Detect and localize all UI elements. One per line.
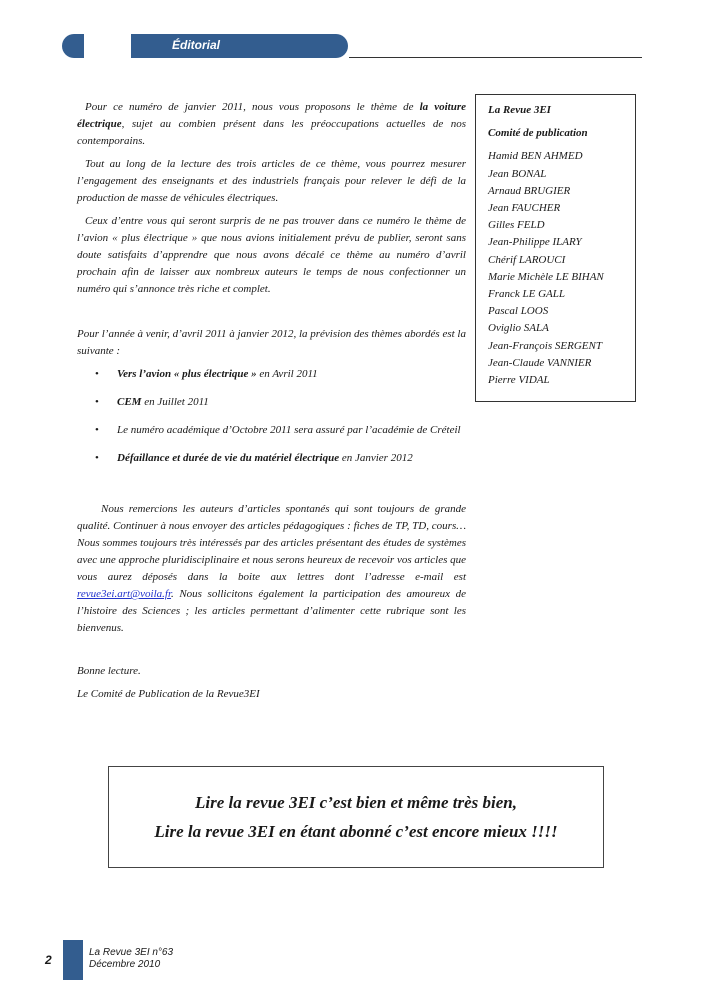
theme-item bbox=[95, 394, 466, 411]
committee-member: Marie Michèle LE BIHAN bbox=[488, 270, 604, 283]
committee-member: Jean-François SERGENT bbox=[488, 339, 602, 352]
committee-member: Jean-Claude VANNIER bbox=[488, 356, 592, 369]
footer-info bbox=[89, 947, 173, 971]
signature-text: Le Comité de Publication de la Revue3EI bbox=[77, 688, 260, 700]
promo-line-2: Lire la revue 3EI en étant abonné c’est encore mieux !!!! bbox=[154, 822, 558, 841]
header-rule bbox=[349, 57, 642, 58]
page-number: 2 bbox=[45, 953, 52, 967]
committee-member: Gilles FELD bbox=[488, 219, 545, 232]
theme-date: en Janvier 2012 bbox=[339, 452, 413, 464]
paragraph-avion: Ceux d’entre vous qui seront surpris de ne pas trouver dans ce numéro le thème de l’avion « plus électrique » que nous avions initialement prévu de publier, seront sans doute satisfaits d’apprendre que nous avons décalé ce thème au numéro d’avril prochain afin de laisser aux nombreux auteurs le temps de nous confectionner un numéro qui s’annonce très riche et complet. bbox=[77, 215, 466, 295]
paragraph-intro bbox=[77, 99, 466, 150]
paragraph-text: Pour ce numéro de janvier 2011, nous vous proposons le thème de bbox=[85, 101, 420, 113]
theme-date: en Avril 2011 bbox=[256, 368, 318, 380]
bullet-icon: • bbox=[95, 368, 99, 380]
paragraph-thanks bbox=[77, 501, 466, 637]
section-title: Éditorial bbox=[172, 38, 221, 52]
theme-item bbox=[95, 422, 466, 439]
theme-title: Défaillance et durée de vie du matériel électrique bbox=[117, 452, 340, 464]
footer-bar bbox=[63, 940, 83, 980]
paragraph-text: Nous remercions les auteurs d’articles spontanés qui sont toujours de grande qualité. Continuer à nous envoyer des articles pédagogiques : fiches de TP, TD, cours…Nous sommes toujours très intéressés par des articles présentant des études de systèmes avec une approche pluridisciplinaire et nous serons heureux de recevoir vos articles que vous aurez déposés dans la boite aux lettres dont l’adresse e-mail est bbox=[77, 503, 466, 583]
themes-list bbox=[77, 366, 466, 467]
committee-subtitle: Comité de publication bbox=[488, 127, 588, 140]
committee-member: Jean FAUCHER bbox=[488, 202, 561, 215]
bullet-icon: • bbox=[95, 396, 99, 408]
issue-date: Décembre 2010 bbox=[89, 959, 161, 970]
closing-text: Bonne lecture. bbox=[77, 665, 141, 677]
bullet-icon: • bbox=[95, 452, 99, 464]
paragraph-text: . Nous sollicitons également la participation des amoureux de l’histoire des Sciences ; les articles permettant d’alimenter cette rubrique sont les bienvenus. bbox=[77, 588, 466, 634]
committee-box bbox=[475, 94, 636, 402]
theme-title: CEM bbox=[117, 396, 142, 408]
committee-title: La Revue 3EI bbox=[488, 104, 551, 116]
committee-member: Jean-Philippe ILARY bbox=[488, 236, 582, 249]
bullet-icon: • bbox=[95, 424, 99, 436]
committee-member: Arnaud BRUGIER bbox=[488, 184, 571, 197]
header-section-banner bbox=[131, 34, 348, 58]
journal-issue: La Revue 3EI n°63 bbox=[89, 947, 174, 958]
paragraph-text: , sujet au combien présent dans les préoccupations actuelles de nos contemporains. bbox=[77, 118, 466, 147]
committee-member: Oviglio SALA bbox=[488, 322, 549, 335]
theme-item bbox=[95, 450, 466, 467]
theme-date: Le numéro académique d’Octobre 2011 sera assuré par l’académie de Créteil bbox=[117, 424, 461, 436]
theme-item bbox=[95, 366, 466, 383]
theme-highlight: la voiture électrique bbox=[77, 101, 466, 130]
header-tab-left bbox=[62, 34, 84, 58]
promo-line-1: Lire la revue 3EI c’est bien et même très bien, bbox=[195, 793, 517, 812]
subscription-promo-box bbox=[108, 766, 604, 868]
committee-member: Chérif LAROUCI bbox=[488, 253, 566, 266]
committee-member: Hamid BEN AHMED bbox=[488, 150, 583, 163]
committee-members bbox=[488, 148, 635, 389]
theme-title: Vers l’avion « plus électrique » bbox=[117, 368, 257, 380]
email-link[interactable]: revue3ei.art@voila.fr bbox=[77, 588, 172, 600]
paragraph-articles: Tout au long de la lecture des trois articles de ce thème, vous pourrez mesurer l’engagement des enseignants et des industriels français pour relever le défi de la production de masse de véhicules électriques. bbox=[77, 158, 466, 204]
editorial-body bbox=[77, 99, 466, 709]
paragraph-forecast: Pour l’année à venir, d’avril 2011 à janvier 2012, la prévision des thèmes abordés est la suivante : bbox=[77, 328, 466, 357]
theme-date: en Juillet 2011 bbox=[141, 396, 209, 408]
committee-member: Jean BONAL bbox=[488, 167, 547, 180]
committee-member: Franck LE GALL bbox=[488, 288, 565, 301]
committee-member: Pascal LOOS bbox=[488, 305, 549, 318]
committee-member: Pierre VIDAL bbox=[488, 374, 550, 387]
